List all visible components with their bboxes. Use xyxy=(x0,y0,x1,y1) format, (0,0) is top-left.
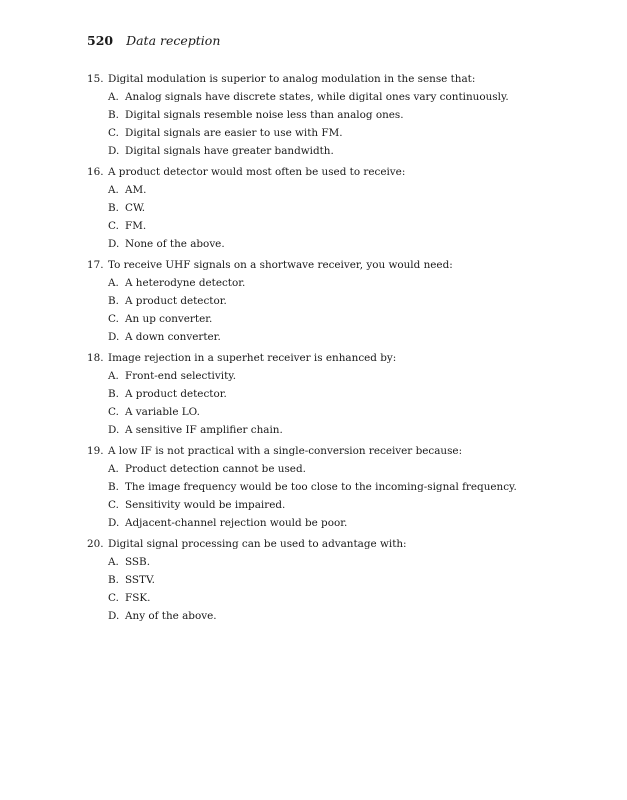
choice-c xyxy=(87,124,607,142)
choice-letter: C. xyxy=(108,592,119,604)
choice-text: Digital signals resemble noise less than analog ones. xyxy=(125,109,404,121)
question-number: 18. xyxy=(87,352,104,364)
choice-a xyxy=(87,460,607,478)
choice-a xyxy=(87,367,607,385)
question-18 xyxy=(87,349,607,439)
question-stem xyxy=(87,442,607,460)
choice-text: A variable LO. xyxy=(125,406,200,418)
choice-text: AM. xyxy=(125,184,147,196)
choice-text: SSB. xyxy=(125,556,150,568)
question-number: 15. xyxy=(87,73,104,85)
choice-letter: B. xyxy=(108,481,119,493)
question-number: 16. xyxy=(87,166,104,178)
choice-b xyxy=(87,292,607,310)
choice-letter: D. xyxy=(108,517,120,529)
choice-text: A product detector. xyxy=(125,388,227,400)
choice-text: SSTV. xyxy=(125,574,155,586)
question-20 xyxy=(87,535,607,625)
choice-c xyxy=(87,496,607,514)
choice-text: A heterodyne detector. xyxy=(125,277,246,289)
question-number: 17. xyxy=(87,259,104,271)
question-15 xyxy=(87,70,607,160)
choice-text: An up converter. xyxy=(125,313,213,325)
question-list xyxy=(87,70,607,628)
chapter-title: Data reception xyxy=(126,33,221,48)
question-17 xyxy=(87,256,607,346)
running-head xyxy=(87,33,220,49)
choice-text: CW. xyxy=(125,202,146,214)
choice-text: The image frequency would be too close to the incoming-signal frequency. xyxy=(125,481,517,493)
choice-letter: B. xyxy=(108,202,119,214)
question-stem xyxy=(87,256,607,274)
question-stem xyxy=(87,70,607,88)
choice-text: Adjacent-channel rejection would be poor. xyxy=(125,517,348,529)
choice-letter: C. xyxy=(108,127,119,139)
choice-text: A down converter. xyxy=(125,331,221,343)
question-text: Digital modulation is superior to analog modulation in the sense that: xyxy=(108,73,476,85)
choice-text: Front-end selectivity. xyxy=(125,370,237,382)
choice-d xyxy=(87,607,607,625)
choice-letter: D. xyxy=(108,331,120,343)
choice-a xyxy=(87,88,607,106)
choice-text: Sensitivity would be impaired. xyxy=(125,499,286,511)
question-number: 20. xyxy=(87,538,104,550)
choice-c xyxy=(87,310,607,328)
choice-d xyxy=(87,142,607,160)
choice-b xyxy=(87,571,607,589)
choice-d xyxy=(87,421,607,439)
choice-text: None of the above. xyxy=(125,238,225,250)
question-text: A product detector would most often be used to receive: xyxy=(108,166,406,178)
choice-b xyxy=(87,199,607,217)
choice-b xyxy=(87,478,607,496)
question-stem xyxy=(87,349,607,367)
choice-text: Product detection cannot be used. xyxy=(125,463,306,475)
question-16 xyxy=(87,163,607,253)
choice-text: Digital signals have greater bandwidth. xyxy=(125,145,334,157)
choice-letter: C. xyxy=(108,220,119,232)
choice-letter: B. xyxy=(108,388,119,400)
choice-a xyxy=(87,181,607,199)
question-stem xyxy=(87,535,607,553)
choice-a xyxy=(87,274,607,292)
choice-letter: C. xyxy=(108,313,119,325)
choice-d xyxy=(87,514,607,532)
choice-text: FM. xyxy=(125,220,147,232)
choice-letter: B. xyxy=(108,295,119,307)
choice-letter: D. xyxy=(108,145,120,157)
question-text: Image rejection in a superhet receiver is enhanced by: xyxy=(108,352,397,364)
choice-letter: C. xyxy=(108,406,119,418)
choice-letter: D. xyxy=(108,610,120,622)
choice-c xyxy=(87,589,607,607)
choice-letter: D. xyxy=(108,238,120,250)
choice-a xyxy=(87,553,607,571)
choice-d xyxy=(87,235,607,253)
choice-b xyxy=(87,385,607,403)
choice-letter: B. xyxy=(108,109,119,121)
choice-letter: A. xyxy=(108,556,119,568)
choice-c xyxy=(87,403,607,421)
question-stem xyxy=(87,163,607,181)
choice-letter: B. xyxy=(108,574,119,586)
choice-text: FSK. xyxy=(125,592,151,604)
choice-letter: C. xyxy=(108,499,119,511)
page-number: 520 xyxy=(87,33,114,48)
choice-letter: A. xyxy=(108,370,119,382)
choice-letter: D. xyxy=(108,424,120,436)
choice-letter: A. xyxy=(108,463,119,475)
question-19 xyxy=(87,442,607,532)
choice-b xyxy=(87,106,607,124)
choice-c xyxy=(87,217,607,235)
question-text: To receive UHF signals on a shortwave receiver, you would need: xyxy=(108,259,453,271)
question-text: A low IF is not practical with a single-conversion receiver because: xyxy=(108,445,463,457)
question-number: 19. xyxy=(87,445,104,457)
choice-d xyxy=(87,328,607,346)
choice-text: A sensitive IF amplifier chain. xyxy=(125,424,283,436)
choice-letter: A. xyxy=(108,277,119,289)
choice-letter: A. xyxy=(108,184,119,196)
choice-text: Analog signals have discrete states, while digital ones vary continuously. xyxy=(125,91,509,103)
choice-text: A product detector. xyxy=(125,295,227,307)
choice-letter: A. xyxy=(108,91,119,103)
question-text: Digital signal processing can be used to advantage with: xyxy=(108,538,407,550)
choice-text: Any of the above. xyxy=(125,610,217,622)
choice-text: Digital signals are easier to use with FM. xyxy=(125,127,343,139)
